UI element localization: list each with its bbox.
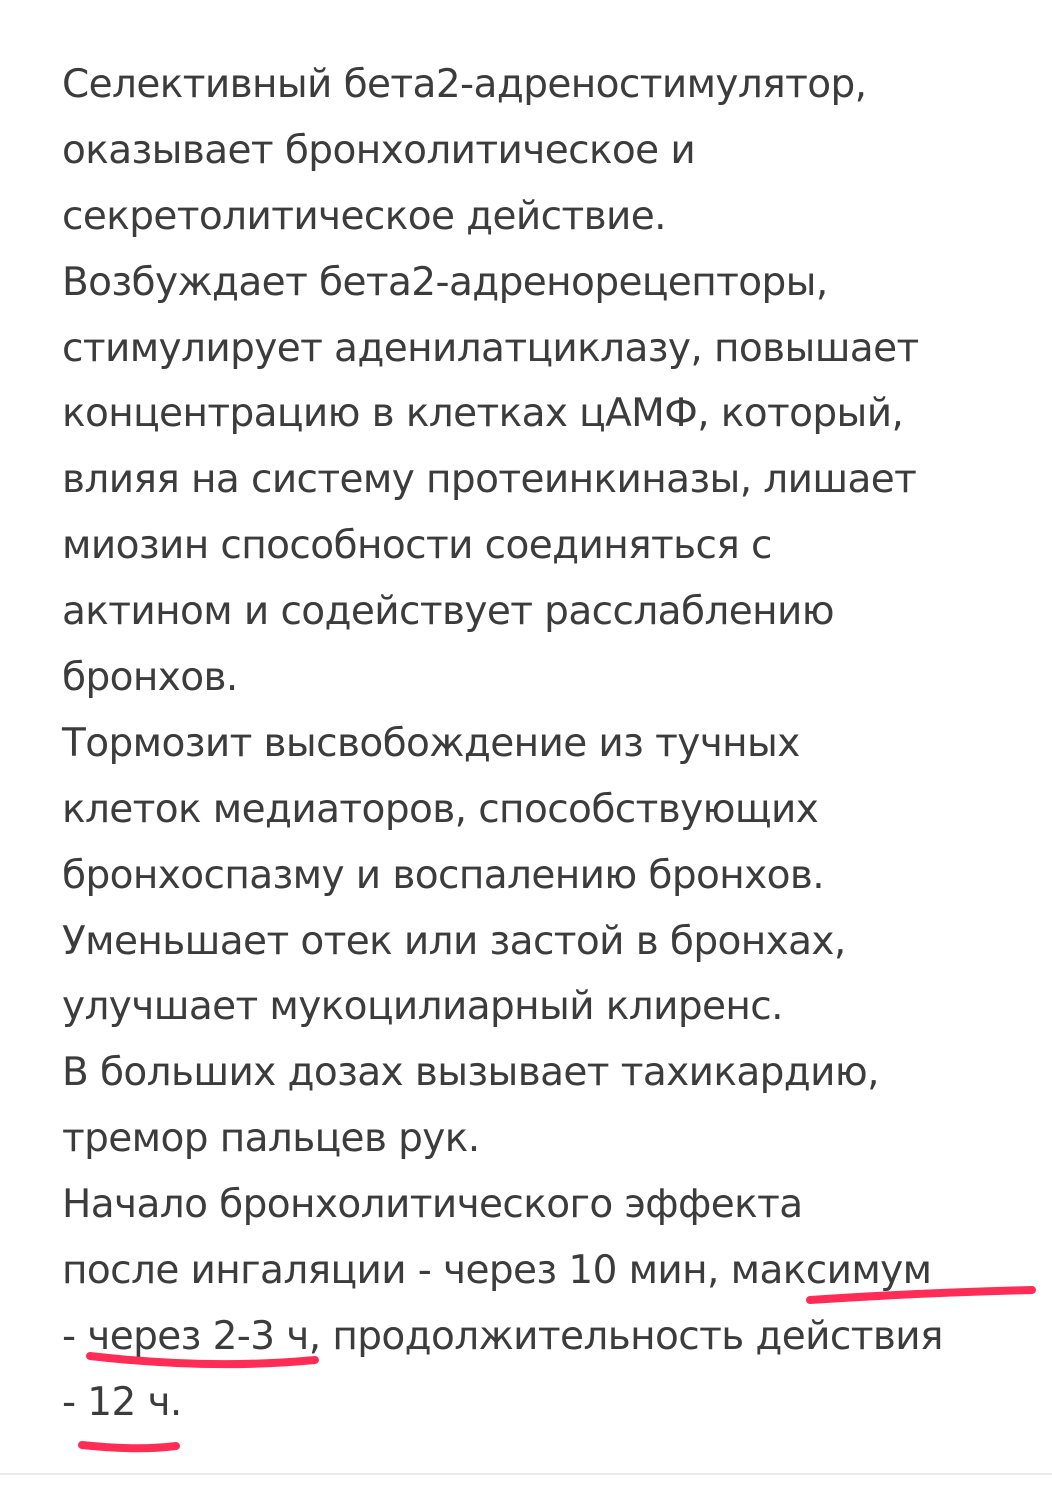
- text-line: Селективный бета2-адреностимулятор,: [62, 62, 867, 107]
- text-line: бронхов.: [62, 655, 238, 701]
- article-text: [62, 52, 1042, 1436]
- text-line: Уменьшает отек или застой в бронхах,: [62, 918, 846, 964]
- divider: [0, 1473, 1052, 1475]
- text-line: после ингаляции - через 10 мин, максимум: [62, 1248, 932, 1294]
- text-line: концентрацию в клетках цАМФ, который,: [62, 391, 904, 437]
- text-line: секретолитическое действие.: [62, 193, 666, 239]
- text-line: миозин способности соединяться с: [62, 523, 772, 569]
- text-line: улучшает мукоцилиарный клиренс.: [62, 984, 783, 1030]
- text-line: Возбуждает бета2-адренорецепторы,: [62, 259, 828, 305]
- text-line: бронхоспазму и воспалению бронхов.: [62, 852, 825, 898]
- text-line: оказывает бронхолитическое и: [62, 127, 696, 173]
- text-line: Начало бронхолитического эффекта: [62, 1182, 803, 1228]
- text-line: В больших дозах вызывает тахикардию,: [62, 1050, 879, 1096]
- text-line: актином и содействует расслаблению: [62, 589, 834, 635]
- text-line: стимулирует аденилатциклазу, повышает: [62, 325, 919, 371]
- text-line: Тормозит высвобождение из тучных: [62, 720, 800, 766]
- text-line: влияя на систему протеинкиназы, лишает: [62, 457, 917, 503]
- text-line: - через 2-3 ч, продолжительность действия: [62, 1313, 943, 1359]
- text-line: тремор пальцев рук.: [62, 1116, 480, 1162]
- underline-mark-12-hours: [82, 1445, 176, 1448]
- text-line: - 12 ч.: [62, 1379, 182, 1425]
- text-line: клеток медиаторов, способствующих: [62, 786, 819, 832]
